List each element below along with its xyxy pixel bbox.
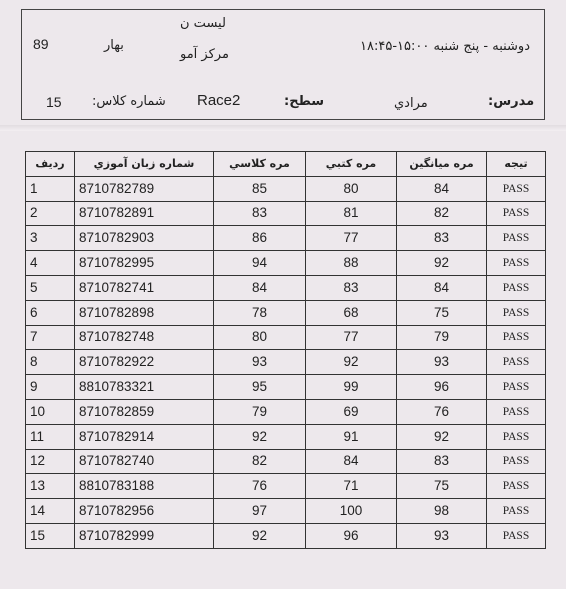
- class-score-cell: 95: [214, 375, 306, 400]
- table-row: [26, 474, 546, 499]
- col-header-written-score: مره کتبي: [306, 152, 397, 177]
- student-id-cell: 8710782891: [75, 201, 214, 226]
- written-score-cell: 100: [306, 499, 397, 524]
- result-cell: PASS: [487, 449, 546, 474]
- table-header-row: [26, 152, 546, 177]
- student-id-cell: 8710782903: [75, 226, 214, 251]
- class-score-cell: 80: [214, 325, 306, 350]
- result-cell: PASS: [487, 251, 546, 276]
- student-id-cell: 8710782748: [75, 325, 214, 350]
- header-box: [21, 9, 545, 120]
- written-score-cell: 96: [306, 523, 397, 548]
- level-value: Race2: [197, 92, 241, 109]
- table-row: [26, 251, 546, 276]
- result-cell: PASS: [487, 375, 546, 400]
- average-score-cell: 79: [397, 325, 487, 350]
- table-row: [26, 399, 546, 424]
- result-cell: PASS: [487, 350, 546, 375]
- result-cell: PASS: [487, 523, 546, 548]
- student-id-cell: 8710782859: [75, 399, 214, 424]
- class-score-cell: 92: [214, 424, 306, 449]
- average-score-cell: 76: [397, 399, 487, 424]
- row-number-cell: 13: [26, 474, 75, 499]
- document-title: لیست ن: [180, 16, 226, 31]
- student-id-cell: 8710782956: [75, 499, 214, 524]
- row-number-cell: 12: [26, 449, 75, 474]
- student-id-cell: 8710782995: [75, 251, 214, 276]
- average-score-cell: 98: [397, 499, 487, 524]
- grades-table: [25, 151, 546, 549]
- result-cell: PASS: [487, 226, 546, 251]
- written-score-cell: 71: [306, 474, 397, 499]
- class-schedule: دوشنبه - پنج شنبه ۱۵:۰۰-۱۸:۴۵: [360, 39, 530, 54]
- code-number: 89: [33, 36, 49, 52]
- col-header-class-score: مره کلاسي: [214, 152, 306, 177]
- result-cell: PASS: [487, 275, 546, 300]
- level-label: سطح:: [284, 94, 325, 109]
- table-row: [26, 300, 546, 325]
- table-row: [26, 449, 546, 474]
- row-number-cell: 3: [26, 226, 75, 251]
- written-score-cell: 88: [306, 251, 397, 276]
- average-score-cell: 83: [397, 226, 487, 251]
- result-cell: PASS: [487, 399, 546, 424]
- table-row: [26, 499, 546, 524]
- average-score-cell: 93: [397, 523, 487, 548]
- written-score-cell: 77: [306, 325, 397, 350]
- table-row: [26, 375, 546, 400]
- result-cell: PASS: [487, 474, 546, 499]
- table-row: [26, 523, 546, 548]
- row-number-cell: 15: [26, 523, 75, 548]
- written-score-cell: 80: [306, 176, 397, 201]
- table-row: [26, 176, 546, 201]
- col-header-average: مره ميانگين: [397, 152, 487, 177]
- row-number-cell: 8: [26, 350, 75, 375]
- row-number-cell: 4: [26, 251, 75, 276]
- average-score-cell: 96: [397, 375, 487, 400]
- written-score-cell: 77: [306, 226, 397, 251]
- row-number-cell: 6: [26, 300, 75, 325]
- row-number-cell: 1: [26, 176, 75, 201]
- center-name: مرکز آمو: [180, 47, 229, 62]
- written-score-cell: 83: [306, 275, 397, 300]
- student-id-cell: 8710782898: [75, 300, 214, 325]
- average-score-cell: 92: [397, 424, 487, 449]
- class-number-label: شماره کلاس:: [92, 94, 166, 109]
- row-number-cell: 14: [26, 499, 75, 524]
- average-score-cell: 82: [397, 201, 487, 226]
- average-score-cell: 75: [397, 474, 487, 499]
- student-id-cell: 8710782789: [75, 176, 214, 201]
- student-id-cell: 8710782914: [75, 424, 214, 449]
- class-score-cell: 83: [214, 201, 306, 226]
- class-score-cell: 92: [214, 523, 306, 548]
- student-id-cell: 8710782740: [75, 449, 214, 474]
- class-score-cell: 76: [214, 474, 306, 499]
- class-score-cell: 78: [214, 300, 306, 325]
- class-score-cell: 82: [214, 449, 306, 474]
- student-id-cell: 8810783188: [75, 474, 214, 499]
- student-id-cell: 8810783321: [75, 375, 214, 400]
- paper-fold: [0, 125, 566, 131]
- average-score-cell: 75: [397, 300, 487, 325]
- row-number-cell: 10: [26, 399, 75, 424]
- row-number-cell: 2: [26, 201, 75, 226]
- table-row: [26, 350, 546, 375]
- written-score-cell: 81: [306, 201, 397, 226]
- col-header-row-number: رديف: [26, 152, 75, 177]
- student-id-cell: 8710782999: [75, 523, 214, 548]
- result-cell: PASS: [487, 424, 546, 449]
- class-score-cell: 84: [214, 275, 306, 300]
- teacher-name: مرادي: [394, 96, 428, 111]
- average-score-cell: 83: [397, 449, 487, 474]
- written-score-cell: 68: [306, 300, 397, 325]
- table-row: [26, 201, 546, 226]
- class-score-cell: 93: [214, 350, 306, 375]
- row-number-cell: 11: [26, 424, 75, 449]
- class-score-cell: 94: [214, 251, 306, 276]
- table-row: [26, 226, 546, 251]
- average-score-cell: 84: [397, 176, 487, 201]
- table-body: [26, 176, 546, 548]
- season-label: بهار: [104, 38, 124, 53]
- result-cell: PASS: [487, 499, 546, 524]
- col-header-result: تيجه: [487, 152, 546, 177]
- row-number-cell: 9: [26, 375, 75, 400]
- class-score-cell: 79: [214, 399, 306, 424]
- table-row: [26, 424, 546, 449]
- written-score-cell: 91: [306, 424, 397, 449]
- student-id-cell: 8710782741: [75, 275, 214, 300]
- class-score-cell: 97: [214, 499, 306, 524]
- col-header-student-id: شماره زبان آموزي: [75, 152, 214, 177]
- row-number-cell: 5: [26, 275, 75, 300]
- written-score-cell: 92: [306, 350, 397, 375]
- table-row: [26, 275, 546, 300]
- table-row: [26, 325, 546, 350]
- written-score-cell: 84: [306, 449, 397, 474]
- student-id-cell: 8710782922: [75, 350, 214, 375]
- class-number-value: 15: [46, 94, 62, 110]
- average-score-cell: 84: [397, 275, 487, 300]
- class-score-cell: 85: [214, 176, 306, 201]
- result-cell: PASS: [487, 300, 546, 325]
- result-cell: PASS: [487, 176, 546, 201]
- result-cell: PASS: [487, 201, 546, 226]
- written-score-cell: 99: [306, 375, 397, 400]
- row-number-cell: 7: [26, 325, 75, 350]
- class-score-cell: 86: [214, 226, 306, 251]
- teacher-label: مدرس:: [488, 94, 535, 109]
- written-score-cell: 69: [306, 399, 397, 424]
- result-cell: PASS: [487, 325, 546, 350]
- average-score-cell: 92: [397, 251, 487, 276]
- average-score-cell: 93: [397, 350, 487, 375]
